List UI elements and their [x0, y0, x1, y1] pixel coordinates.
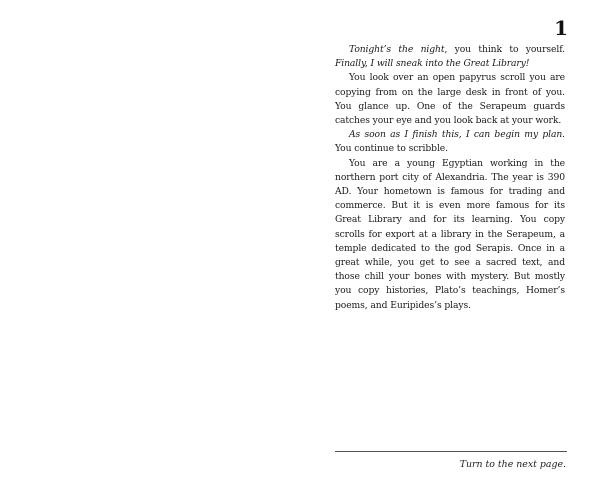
paragraph-2: You look over an open papyrus scroll you are copying from on the large desk in front of you. You glance up. One of the Serapeum guards catches your eye and you look back at your work. — [335, 72, 565, 127]
paragraph-1-normal-a: , you think to yourself. — [444, 44, 565, 55]
footer-divider — [335, 451, 567, 452]
paragraph-4: You are a young Egyptian working in the northern port city of Alexandria. The year is 390 AD. Your hometown is famous for trading and commerce. But it is even more famous for its Great Library and for its learning. You copy scrolls for export at a library in the Serapeum, a temple dedicated to the god Serapis. Once in a great while, you get to see a sacred text, and those chill your bones with mystery. But mostly you copy histories, Plato’s teachings, Homer’s poems, and Euripides’s plays. — [335, 157, 565, 311]
page-number: 1 — [554, 16, 568, 40]
paragraph-1-italic-b: Finally, I will sneak into the Great Library! — [335, 58, 530, 70]
paragraph-1 — [335, 43, 565, 71]
story-text — [335, 43, 565, 313]
paragraph-3-normal: You continue to scribble. — [335, 143, 448, 155]
paragraph-1-italic-a: Tonight’s the night — [349, 44, 445, 55]
paragraph-3 — [335, 128, 565, 156]
paragraph-3-italic: As soon as I finish this, I can begin my plan. — [349, 129, 565, 141]
turn-page-instruction: Turn to the next page. — [459, 459, 566, 470]
